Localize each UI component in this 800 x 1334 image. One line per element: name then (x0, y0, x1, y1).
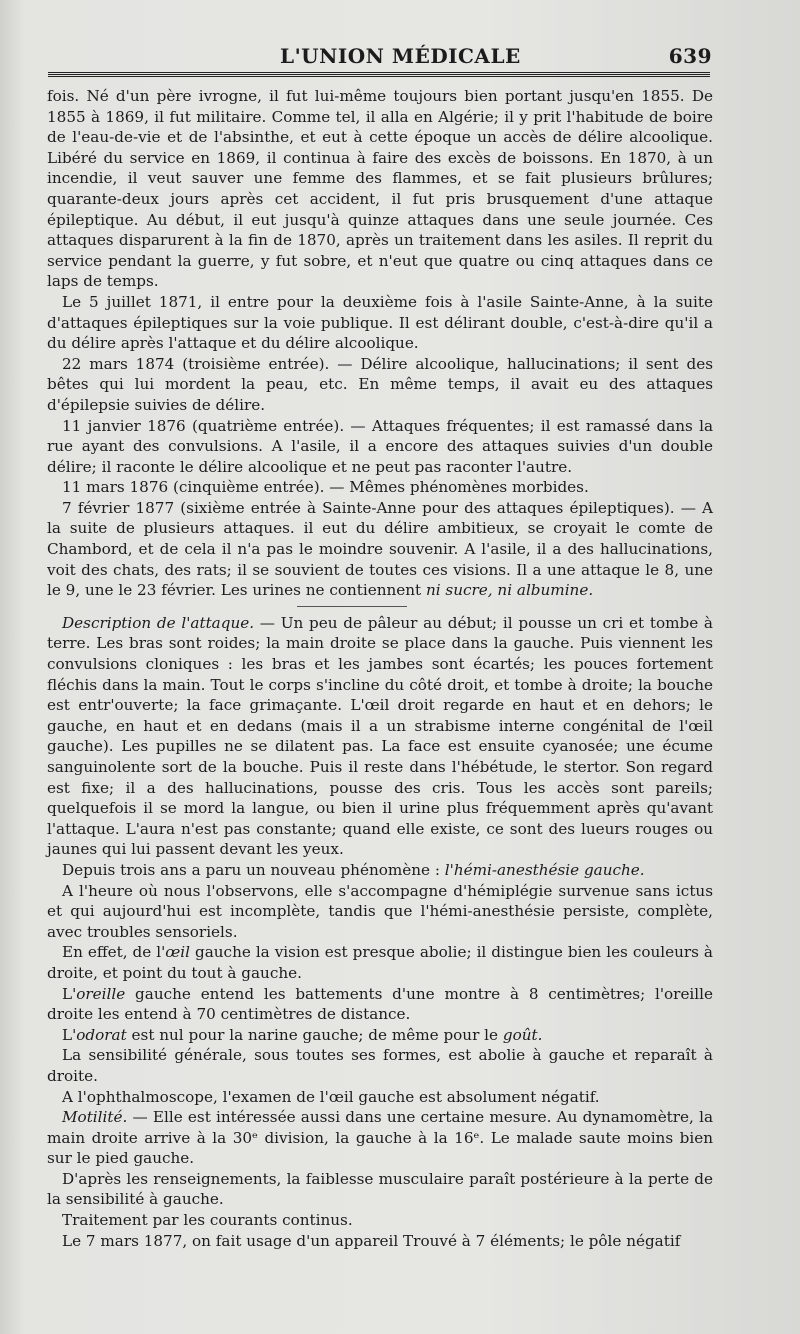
text-run: 11 mars 1876 (cinquième entrée). — Mêmes phénomènes morbides. (62, 478, 589, 497)
paragraph (47, 354, 713, 416)
text-run: A l'ophthalmoscope, l'examen de l'œil gauche est absolument négatif. (62, 1087, 600, 1106)
italic-text: odorat (76, 1025, 127, 1044)
text-run: Traitement par les courants continus. (62, 1211, 353, 1230)
text-run: Le 7 mars 1877, on fait usage d'un appareil Trouvé à 7 éléments; le pôle négatif (62, 1231, 681, 1250)
article-body (47, 86, 713, 1251)
journal-title: L'UNION MÉDICALE (280, 44, 521, 68)
paragraph (47, 1087, 713, 1108)
text-run: 7 février 1877 (sixième entrée à Sainte-Anne pour des attaques épileptiques). — A la suite de plusieurs attaques. il eut du délire ambitieux, se croyait le comte de Chambord, et de cela il n'a pas le moindre souvenir. A l'asile, il a des hallucinations, voit des chats, des rats; il se souvient de toutes ces visions. Il a une attaque le 8, une le 9, une le 23 février. Les urines ne contiennent (47, 498, 713, 600)
paragraph (47, 416, 713, 478)
paragraph (47, 498, 713, 601)
text-run: Depuis trois ans a paru un nouveau phénomène : (62, 860, 445, 879)
italic-text: l'hémi-anesthésie gauche. (444, 860, 645, 879)
page-number: 639 (668, 44, 712, 68)
paragraph (47, 1025, 713, 1046)
text-run: L' (62, 984, 77, 1003)
paragraph (47, 613, 713, 860)
paragraph (47, 1231, 713, 1252)
header-rule (48, 72, 710, 77)
italic-text: ni sucre, ni albumine. (425, 581, 594, 600)
text-run: La sensibilité générale, sous toutes ses formes, est abolie à gauche et reparaît à droite. (47, 1046, 713, 1085)
text-run: 11 janvier 1876 (quatrième entrée). — Attaques fréquentes; il est ramassé dans la rue ayant des convulsions. A l'asile, il a encore des attaques suivies d'un double délire; il raconte le délire alcoolique et ne peut pas raconter l'autre. (47, 416, 713, 476)
running-header (48, 44, 712, 68)
text-run: Le 5 juillet 1871, il entre pour la deuxième fois à l'asile Sainte-Anne, à la suite d'attaques épileptiques sur la voie publique. Il est délirant double, c'est-à-dire qu'il a du délire après l'attaque et du délire alcoolique. (47, 292, 713, 353)
paragraph (47, 477, 713, 498)
text-run: D'après les renseignements, la faiblesse musculaire paraît postérieure à la perte de la sensibilité à gauche. (47, 1169, 713, 1209)
paragraph (47, 942, 713, 983)
paragraph (47, 86, 713, 292)
italic-text: Motilité. (62, 1108, 128, 1127)
italic-text: œil (165, 943, 191, 962)
text-run: fois. Né d'un père ivrogne, il fut lui-même toujours bien portant jusqu'en 1855. De 1855 à 1869, il fut militaire. Comme tel, il alla en Algérie; il y prit l'habitude de boire de l'eau-de-vie et de l'absinthe, et eut à cette époque un accès de délire alcoolique. Libéré du service en 1869, il continua à faire des excès de boissons. En 1870, à un incendie, il veut sauver une femme des flammes, et se fait plusieurs brûlures; quarante-deux jours après cet accident, il fut pris brusquement d'une attaque épileptique. Au début, il eut jusqu'à quinze attaques dans une seule journée. Ces attaques disparurent à la fin de 1870, après un traitement dans les asiles. Il reprit du service pendant la guerre, y fut sobre, et n'eut que quatre ou cinq attaques dans ce laps de temps. (47, 87, 713, 291)
text-run: gauche la vision est presque abolie; il distingue bien les couleurs à droite, et point du tout à gauche. (47, 943, 713, 982)
text-run: gauche entend les battements d'une montre à 8 centimètres; l'oreille droite les entend à 70 centimètres de distance. (47, 984, 713, 1024)
paragraph (47, 1107, 713, 1169)
text-run: — Un peu de pâleur au début; il pousse un cri et tombe à terre. Les bras sont roides; la main droite se place dans la gauche. Puis viennent les convulsions cloniques : les bras et les jambes sont écartés; les pouces fortement fléchis dans la main. Tout le corps s'incline du côté droit, et tombe à droite; la bouche est entr'ouverte; la face grimaçante. L'œil droit regarde en haut et en dehors; le gauche, en haut et en dedans (mais il a un strabisme interne congénital de l'œil gauche). Les pupilles ne se dilatent pas. La face est ensuite cyanosée; une écume sanguinolente sort de la bouche. Puis il reste dans l'hébétude, le stertor. Son regard est fixe; il a des hallucinations, pousse des cris. Tous les accès sont pareils; quelquefois il se mord la langue, ou bien il urine plus fréquemment après qu'avant l'attaque. L'aura n'est pas constante; quand elle existe, ce sont des lueurs rouges ou jaunes qui lui passent devant les yeux. (47, 613, 713, 859)
paragraph (47, 860, 713, 881)
text-run: En effet, de l' (62, 943, 166, 962)
paragraph (47, 1210, 713, 1231)
text-run: A l'heure où nous l'observons, elle s'accompagne d'hémiplégie survenue sans ictus et qui aujourd'hui est incomplète, tandis que l'hémi-anesthésie persiste, complète, avec troubles sensoriels. (47, 881, 713, 941)
paragraph (47, 292, 713, 354)
text-run: est nul pour la narine gauche; de même pour le (126, 1025, 503, 1044)
text-run: L' (62, 1025, 77, 1044)
paragraph (47, 881, 713, 943)
paragraph (47, 1045, 713, 1086)
section-separator (297, 606, 407, 607)
paragraph (47, 1169, 713, 1210)
italic-text: oreille (76, 984, 126, 1003)
paragraph (47, 984, 713, 1025)
text-run: 22 mars 1874 (troisième entrée). — Délire alcoolique, hallucinations; il sent des bêtes qui lui mordent la peau, etc. En même temps, il avait eu des attaques d'épilepsie suivies de délire. (47, 354, 713, 414)
italic-text: goût. (502, 1025, 543, 1044)
text-run: — Elle est intéressée aussi dans une certaine mesure. Au dynamomètre, la main droite arrive à la 30ᵉ division, la gauche à la 16ᵉ. Le malade saute moins bien sur le pied gauche. (47, 1108, 713, 1168)
italic-text: Description de l'attaque. (62, 613, 255, 632)
